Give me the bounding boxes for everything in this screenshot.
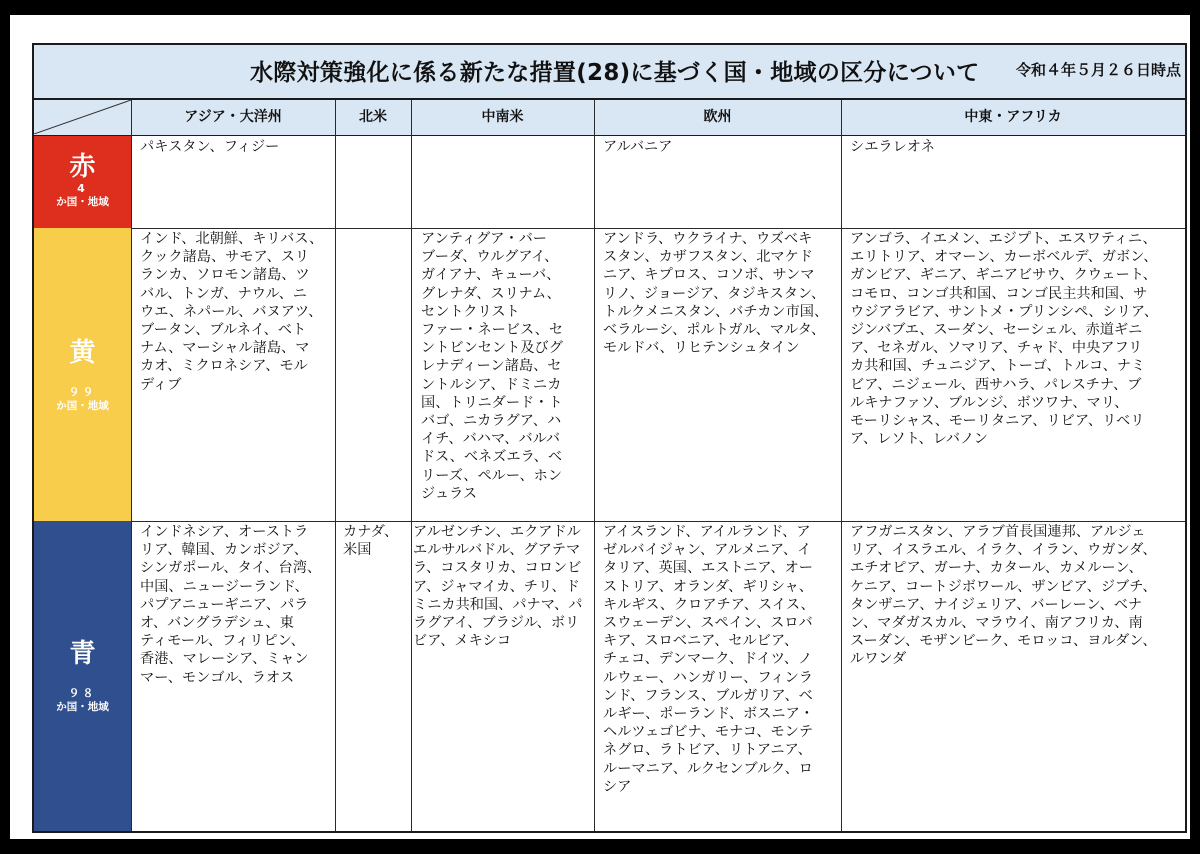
zone-red-label bbox=[34, 136, 131, 228]
zone-blue-count: ９８ bbox=[68, 687, 97, 700]
corner-diagonal bbox=[34, 100, 131, 134]
yellow-latin-america-cell: アンティグア・バー ブーダ、ウルグアイ、 ガイアナ、キューバ、 グレナダ、スリナム、 セントクリスト ファー・ネービス、セ ントビンセント及びグ レナディーン諸島、セ ントルシア、ドミニカ 国、トリニダード・ト バゴ、ニカラグア、ハ イチ、バハマ、バルバ ドス、ベネズエラ、ベ リーズ、ペルー、ホン ジュラス bbox=[421, 231, 564, 502]
blue-north-america-cell: カナダ、 米国 bbox=[343, 524, 399, 559]
document-sheet bbox=[10, 15, 1190, 839]
red-europe-cell: アルバニア bbox=[603, 139, 673, 155]
red-latin-america-cell bbox=[411, 137, 594, 227]
yellow-middle-east-africa-cell: アンゴラ、イエメン、エジプト、エスワティニ、 エリトリア、オマーン、カーボベルデ、ガボン、 ガンビア、ギニア、ギニアビサウ、クウェート、 コモロ、コンゴ共和国、コンゴ民主共和国、サ ウジアラビア、サントメ・プリンシペ、シリア、 ジンバブエ、スーダン、セーシェル、赤道ギニ ア、セネガル、ソマリア、チャド、中央アフリ カ共和国、チュニジア、トーゴ、トルコ、ナミ ビア、ニジェール、西サハラ、パレスチナ、ブ ルキナファソ、ブルンジ、ボツワナ、マリ、 モーリシャス、モーリタニア、リビア、リベリ ア、レソト、レバノン bbox=[850, 231, 1159, 448]
zone-red-count: 4 bbox=[77, 182, 88, 195]
as-of-date: 令和４年５月２６日時点 bbox=[1015, 61, 1181, 79]
column-header-row bbox=[34, 100, 1185, 136]
page-title: 水際対策強化に係る新たな措置(28)に基づく国・地域の区分について bbox=[250, 60, 980, 86]
zone-yellow-count: ９９ bbox=[68, 386, 97, 399]
blue-latin-america-cell: アルゼンチン、エクアドル エルサルバドル、グアテマ ラ、コスタリカ、コロンビ ア、ジャマイカ、チリ、ド ミニカ共和国、パナマ、パ ラグアイ、ブラジル、ボリ ビア、メキシコ bbox=[413, 524, 583, 650]
red-asia-oceania-cell: パキスタン、フィジー bbox=[140, 139, 280, 155]
zone-blue-unit: か国・地域 bbox=[56, 701, 109, 713]
yellow-north-america-cell bbox=[335, 229, 411, 520]
red-middle-east-africa-cell: シエラレオネ bbox=[850, 139, 935, 155]
blue-middle-east-africa-cell: アフガニスタン、アラブ首長国連邦、アルジェ リア、イスラエル、イラク、イラン、ウガンダ、 エチオピア、ガーナ、カタール、カメルーン、 ケニア、コートジボワール、ザンビア、ジブチ、 タンザニア、ナイジェリア、バーレーン、ベナ ン、マダガスカル、マラウイ、南アフリカ、南 スーダン、モザンビーク、モロッコ、ヨルダン、 ルワンダ bbox=[850, 524, 1157, 668]
column-header-north-america: 北米 bbox=[359, 109, 387, 125]
column-header-middle-east-africa: 中東・アフリカ bbox=[964, 109, 1062, 125]
yellow-asia-oceania-cell: インド、北朝鮮、キリバス、 クック諸島、サモア、スリ ランカ、ソロモン諸島、ツ バル、トンガ、ナウル、ニ ウエ、ネパール、バヌアツ、 ブータン、ブルネイ、ベト ナム、マーシャル諸島、マ カオ、ミクロネシア、モル ディブ bbox=[140, 231, 324, 393]
red-north-america-cell bbox=[335, 137, 411, 227]
classification-table bbox=[32, 43, 1187, 833]
blue-asia-oceania-cell: インドネシア、オーストラ リア、韓国、カンボジア、 シンガポール、タイ、台湾、 中国、ニュージーランド、 パプアニューギニア、パラ オ、バングラデシュ、東 ティモール、フィリピン、 香港、マレーシア、ミャン マー、モンゴル、ラオス bbox=[140, 524, 322, 686]
zone-blue-label bbox=[34, 521, 131, 831]
column-header-europe: 欧州 bbox=[703, 109, 732, 125]
zone-yellow-label bbox=[34, 228, 131, 521]
zone-blue-name: 青 bbox=[69, 639, 96, 669]
column-header-latin-america: 中南米 bbox=[481, 109, 524, 125]
blue-europe-cell: アイスランド、アイルランド、ア ゼルバイジャン、アルメニア、イ タリア、英国、エストニア、オー ストリア、オランダ、ギリシャ、 キルギス、クロアチア、スイス、 スウェーデン、スペイン、スロバ キア、スロベニア、セルビア、 チェコ、デンマーク、ドイツ、ノ ルウェー、ハンガリー、フィンラ ンド、フランス、ブルガリア、ベ ルギー、ポーランド、ボスニア・ ヘルツェゴビナ、モナコ、モンテ ネグロ、ラトビア、リトアニア、 ルーマニア、ルクセンブルク、ロ シア bbox=[603, 524, 815, 795]
zone-red-unit: か国・地域 bbox=[56, 196, 109, 208]
yellow-europe-cell: アンドラ、ウクライナ、ウズベキ スタン、カザフスタン、北マケド ニア、キプロス、コソボ、サンマ リノ、ジョージア、タジキスタン、 トルクメニスタン、バチカン市国、 ベラルーシ、ポルトガル、マルタ、 モルドバ、リヒテンシュタイン bbox=[603, 231, 829, 357]
column-header-asia-oceania: アジア・大洋州 bbox=[184, 109, 282, 125]
title-row bbox=[34, 45, 1185, 100]
zone-red-name: 赤 bbox=[69, 152, 96, 182]
zone-yellow-unit: か国・地域 bbox=[56, 400, 109, 412]
zone-yellow-name: 黄 bbox=[69, 338, 96, 368]
